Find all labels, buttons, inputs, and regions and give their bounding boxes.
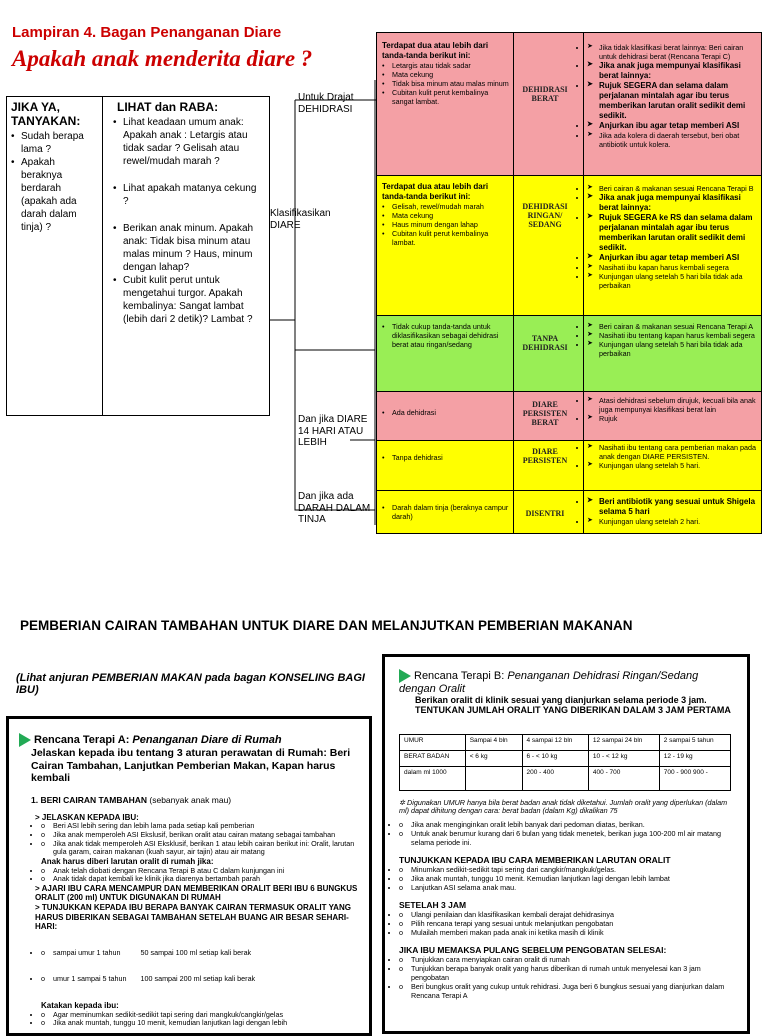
action-item: ➤ • Jika tidak klasifikasi berat lainnya: Beri cairan untuk dehidrasi berat (Rencana Terapi C): [587, 43, 759, 61]
list-item: o • Lanjutkan ASI selama anak mau.: [399, 883, 731, 892]
sign-item: • Tidak cukup tanda-tanda untuk diklasifikasikan sebagai dehidrasi berat atau ringan/sedang: [382, 322, 510, 349]
signs-title: Terdapat dua atau lebih dari tanda-tanda berikut ini:: [382, 41, 489, 60]
sign-item: • Tidak bisa minum atau malas minum: [382, 79, 510, 88]
h2-list: [399, 910, 731, 937]
list-item: o • sampai umur 1 tahun 50 sampai 100 ml setiap kali berak: [41, 949, 359, 958]
label-darah: Dan jika ada DARAH DALAM TINJA: [298, 491, 371, 525]
action-item: ➤ • Kunjungan ulang setelah 5 hari.: [587, 461, 759, 470]
plan-b-title: Rencana Terapi B:: [414, 669, 505, 682]
list-item: o • Jika anak memperoleh ASI Ekslusif, berikan oralit atau cairan matang sebagai tambahan: [41, 831, 359, 840]
action-item: ➤ • Nasihati ibu tentang cara pemberian makan pada anak dengan DIARE PERSISTEN.: [587, 443, 759, 461]
action-item: ➤ • Anjurkan ibu agar tetap memberi ASI: [587, 253, 759, 263]
table-cell: 10 - < 12 kg: [588, 750, 659, 766]
col-divider: [513, 33, 514, 533]
sign-item: • Darah dalam tinja (beraknya campur darah): [382, 503, 510, 521]
row-tanpa-dehidrasi: [377, 316, 761, 392]
look-box: [102, 96, 270, 416]
action-item: ➤ • Nasihati ibu tentang kapan harus kembali segera: [587, 331, 759, 340]
sub2-list: [35, 867, 359, 884]
table-cell: dalam ml 1000: [400, 766, 466, 790]
table-cell: 12 sampai 24 bln: [588, 734, 659, 750]
classification-label: DEHIDRASI RINGAN/ SEDANG: [522, 202, 568, 229]
signs-list: [382, 202, 510, 247]
signs-list: [382, 61, 510, 106]
classification-label: DIARE PERSISTEN BERAT: [522, 400, 568, 427]
classification-label: DEHIDRASI BERAT: [522, 85, 568, 103]
signs-cell: [382, 41, 510, 106]
sub3: > AJARI IBU CARA MENCAMPUR DAN MEMBERIKAN ORALIT BERI IBU 6 BUNGKUS ORALIT (200 ml) UNTUK DIGUNAKAN DI RUMAH: [35, 883, 358, 903]
action-item: ➤ • Atasi dehidrasi sebelum dirujuk, kecuali bila anak juga mempunyai klasifikasi berat lain: [587, 396, 759, 414]
plan-b-panel: [382, 654, 750, 1034]
classification-label: DISENTRI: [525, 509, 565, 518]
table-cell: 200 - 400: [522, 766, 588, 790]
list-item: o • Tunjukkan berapa banyak oralit yang harus diberikan di rumah untuk menyelesai kan 3 jam pengobatan: [399, 964, 731, 982]
plan-a-step1: [19, 795, 359, 805]
look-item: • Lihat keadaan umum anak: Apakah anak : Letargis atau tidak sadar ? Gelisah atau rewel/mudah marah ?: [113, 116, 259, 168]
list-item: o • Anak telah diobati dengan Rencana Terapi B atau C dalam kunjungan ini: [41, 867, 359, 876]
sign-item: • Mata cekung: [382, 70, 510, 79]
action-item: ➤ • Beri cairan & makanan sesuai Rencana Terapi A: [587, 322, 759, 331]
actions-list: [587, 497, 759, 526]
plan-b-h2: SETELAH 3 JAM: [399, 899, 467, 910]
sign-item: • Mata cekung: [382, 211, 510, 220]
list-item: o • Jika anak muntah, tunggu 10 menit. Kemudian lanjutkan lagi dengan lebih lambat: [399, 874, 731, 883]
sub5: Katakan kepada ibu:: [41, 1000, 119, 1010]
step1-note: (sebanyak anak mau): [149, 794, 232, 805]
classification-label: DIARE PERSISTEN: [522, 447, 568, 465]
ask-item: • Sudah berapa lama ?: [11, 130, 98, 156]
table-cell: 6 - < 10 kg: [522, 750, 588, 766]
action-item: ➤ • Beri antibiotik yang sesuai untuk Shigela selama 5 hari: [587, 497, 759, 517]
action-item: ➤ • Rujuk: [587, 414, 759, 423]
signs-list: [382, 503, 510, 521]
plan-a-heading: [19, 733, 359, 747]
sign-item: • Tanpa dehidrasi: [382, 453, 510, 462]
plan-a-subtitle: Penanganan Diare di Rumah: [132, 733, 282, 746]
look-item: • Berikan anak minum. Apakah anak: Tidak bisa minum atau malas minum ? Haus, minum dengan lahap?: [113, 222, 259, 274]
list-item: o • Pilih rencana terapi yang sesuai untuk melanjutkan pengobatan: [399, 919, 731, 928]
sub1-list: [35, 822, 359, 857]
action-item: ➤ • Kunjungan ulang setelah 5 hari bila tidak ada perbaikan: [587, 272, 759, 290]
col-divider: [583, 33, 584, 533]
section2-note: (Lihat anjuran PEMBERIAN MAKAN pada bagan KONSELING BAGI IBU): [16, 672, 365, 696]
sign-item: • Letargis atau tidak sadar: [382, 61, 510, 70]
sign-item: • Ada dehidrasi: [382, 408, 510, 417]
list-item: o • Mulailah memberi makan pada anak ini ketika masih di klinik: [399, 928, 731, 937]
list-item: o • Beri bungkus oralit yang cukup untuk rehidrasi. Juga beri 6 bungkus sesuai yang dianjurkan dalam Rencana Terapi A: [399, 982, 731, 1000]
look-title: LIHAT dan RABA:: [117, 100, 219, 114]
connector-lines: [265, 80, 385, 540]
table-cell: [465, 766, 522, 790]
action-item: ➤ • Jika ada kolera di daerah tersebut, beri obat antibiotik untuk kolera.: [587, 131, 759, 149]
arrow-icon: [399, 669, 411, 683]
list-item: o • Tunjukkan cara menyiapkan cairan oralit di rumah: [399, 955, 731, 964]
arrow-icon: [19, 733, 31, 747]
actions-list: [587, 396, 759, 423]
actions-list: [587, 443, 759, 470]
action-item: ➤ • Nasihati ibu kapan harus kembali segera: [587, 263, 759, 272]
plan-b-intro2: TENTUKAN JUMLAH ORALIT YANG DIBERIKAN DALAM 3 JAM PERTAMA: [415, 705, 731, 716]
table-cell: BERAT BADAN: [400, 750, 466, 766]
table-cell: 2 sampai 5 tahun: [659, 734, 730, 750]
star-note: [399, 799, 731, 816]
row-diare-persisten-berat: [377, 392, 761, 441]
list-item: o • Beri ASI lebih sering dan lebih lama pada setiap kali pemberian: [41, 822, 359, 831]
row-disentri: [377, 491, 761, 533]
label-dehidrasi: Untuk Drajat DEHIDRASI: [298, 92, 354, 115]
table-row: [400, 734, 731, 750]
oralit-table: [399, 734, 731, 791]
plan-a-body: [19, 813, 359, 1028]
classification-table: [376, 32, 762, 534]
list-item: o • Anak tidak dapat kembali ke klinik jika diarenya bertambah parah: [41, 875, 359, 884]
list-item: o • Minumkan sedikit-sedikit tapi sering dari cangkir/mangkuk/gelas.: [399, 865, 731, 874]
plan-b-intro: Berikan oralit di klinik sesuai yang dianjurkan selama periode 3 jam.: [415, 695, 707, 705]
h3-list: [399, 955, 731, 1000]
star-icon: ✲: [399, 797, 408, 807]
action-item: ➤ • Jika anak juga mempunyai klasifikasi berat lainnya:: [587, 61, 759, 81]
signs-title: Terdapat dua atau lebih dari tanda-tanda berikut ini:: [382, 182, 489, 201]
label-klasifikasi: Klasifikasikan DIARE: [270, 208, 331, 231]
label-diare14: Dan jika DIARE 14 HARI ATAU LEBIH: [298, 414, 368, 448]
action-item: ➤ • Rujuk SEGERA ke RS dan selama dalam perjalanan mintalah agar ibu terus memberikan larutan oralit sedikit demi sedikit.: [587, 213, 759, 253]
sub1: > JELASKAN KEPADA IBU:: [35, 812, 139, 822]
ask-item: • Apakah beraknya berdarah (apakah ada darah dalam tinja) ?: [11, 156, 98, 234]
actions-list: [587, 322, 759, 358]
table-cell: 700 - 900 900 -: [659, 766, 730, 790]
list-item: o • Jika anak menginginkan oralit lebih banyak dari pedoman diatas, berikan.: [399, 820, 731, 829]
sub2: Anak harus diberi larutan oralit di rumah jika:: [41, 856, 214, 866]
action-item: ➤ • Rujuk SEGERA dan selama dalam perjalanan mintalah agar ibu terus memberikan larutan oralit sedikit demi sedikit.: [587, 81, 759, 121]
plan-a-title: Rencana Terapi A:: [34, 733, 130, 746]
row-diare-persisten: [377, 441, 761, 491]
action-item: ➤ • Jika anak juga mempunyai klasifikasi berat lainnya:: [587, 193, 759, 213]
star-note-text: Digunakan UMUR hanya bila berat badan anak tidak diketahui. Jumlah oralit yang diperlukan (dalam ml) dapat dihitung dengan cara: berat badan (dalam Kg) dikalikan 75: [399, 797, 728, 816]
section2-title: PEMBERIAN CAIRAN TAMBAHAN UNTUK DIARE DAN MELANJUTKAN PEMBERIAN MAKANAN: [20, 618, 633, 633]
plan-a-intro: Jelaskan kepada ibu tentang 3 aturan perawatan di Rumah: Beri Cairan Tambahan, Lanjutkan Pemberian Makan, Kapan harus kembali: [31, 747, 351, 785]
table-cell: 4 sampai 12 bln: [522, 734, 588, 750]
list-item: o • Untuk anak berumur kurang dari 6 bulan yang tidak menetek, berikan juga 100-200 ml air matang selama periode ini.: [399, 829, 731, 847]
table-cell: UMUR: [400, 734, 466, 750]
row-dehidrasi-berat: [377, 33, 761, 176]
main-question: Apakah anak menderita diare ?: [12, 46, 313, 71]
action-item: ➤ • Kunjungan ulang setelah 5 hari bila tidak ada perbaikan: [587, 340, 759, 358]
action-item: ➤ • Kunjungan ulang setelah 2 hari.: [587, 517, 759, 526]
row-dehidrasi-ringan: [377, 176, 761, 316]
sub4-list: [35, 932, 359, 1001]
action-item: ➤ • Anjurkan ibu agar tetap memberi ASI: [587, 121, 759, 131]
sign-item: • Haus minum dengan lahap: [382, 220, 510, 229]
signs-list: [382, 408, 510, 417]
table-cell: Sampai 4 bln: [465, 734, 522, 750]
list-item: o • umur 1 sampai 5 tahun 100 sampai 200 ml setiap kali berak: [41, 975, 359, 984]
list-item: o • Jika anak muntah, tunggu 10 menit, kemudian lanjutkan lagi dengan lebih: [41, 1019, 359, 1028]
list-item: o • Agar meminumkan sedikit-sedikit tapi sering dari mangkuk/cangkir/gelas: [41, 1011, 359, 1020]
sign-item: • Cubitan kulit perut kembalinya sangat lambat.: [382, 88, 510, 106]
plan-b-heading: [399, 669, 731, 695]
table-cell: 12 - 19 kg: [659, 750, 730, 766]
plan-b-h1: TUNJUKKAN KEPADA IBU CARA MEMBERIKAN LARUTAN ORALIT: [399, 854, 671, 865]
table-row: [400, 750, 731, 766]
actions-list: [587, 43, 759, 149]
ask-title: JIKA YA, TANYAKAN:: [11, 100, 81, 128]
list-item: o • Ulangi penilaian dan klasifikasikan kembali derajat dehidrasinya: [399, 910, 731, 919]
sign-item: • Cubitan kulit perut kembalinya lambat.: [382, 229, 510, 247]
signs-list: [382, 453, 510, 462]
sub5-list: [35, 1011, 359, 1028]
plan-b-subtitle: Penanganan Dehidrasi Ringan/Sedang dengan Oralit: [399, 669, 699, 695]
sign-item: • Gelisah, rewel/mudah marah: [382, 202, 510, 211]
table-row: [400, 766, 731, 790]
action-item: ➤ • Beri cairan & makanan sesuai Rencana Terapi B: [587, 184, 759, 193]
ask-list: [11, 130, 98, 234]
table-cell: 400 - 700: [588, 766, 659, 790]
classification-label: TANPA DEHIDRASI: [522, 334, 568, 352]
lampiran-title: Lampiran 4. Bagan Penanganan Diare: [12, 24, 282, 41]
look-item: • Lihat apakah matanya cekung ?: [113, 182, 259, 208]
plan-b-h3: JIKA IBU MEMAKSA PULANG SEBELUM PENGOBATAN SELESAI:: [399, 944, 667, 955]
look-item: • Cubit kulit perut untuk mengetahui turgor. Apakah kembalinya: Sangat lambat (lebih dari 2 detik)? Lambat ?: [113, 274, 259, 326]
look-list: [113, 116, 259, 326]
h1-list: [399, 865, 731, 892]
table-cell: < 6 kg: [465, 750, 522, 766]
actions-list: [587, 184, 759, 290]
sub4: > TUNJUKKAN KEPADA IBU BERAPA BANYAK CAIRAN TERMASUK ORALIT YANG HARUS DIBERIKAN SEBAGAI TAMBAHAN SETELAH BUANG AIR BESAR SEHARI-HARI:: [35, 903, 351, 932]
plan-a-panel: [6, 716, 372, 1036]
list-item: o • Jika anak tidak memperoleh ASI Eksklusif, berikan 1 atau lebih cairan berikut ini: Oralit, larutan gula garam, cairan makanan (kuah sayur, air tajin) atau air matang: [41, 840, 359, 857]
signs-list: [382, 322, 510, 349]
ask-box: [6, 96, 103, 416]
signs-cell: [382, 182, 510, 247]
notes-list: [399, 820, 731, 847]
step1-label: 1. BERI CAIRAN TAMBAHAN: [31, 794, 148, 805]
